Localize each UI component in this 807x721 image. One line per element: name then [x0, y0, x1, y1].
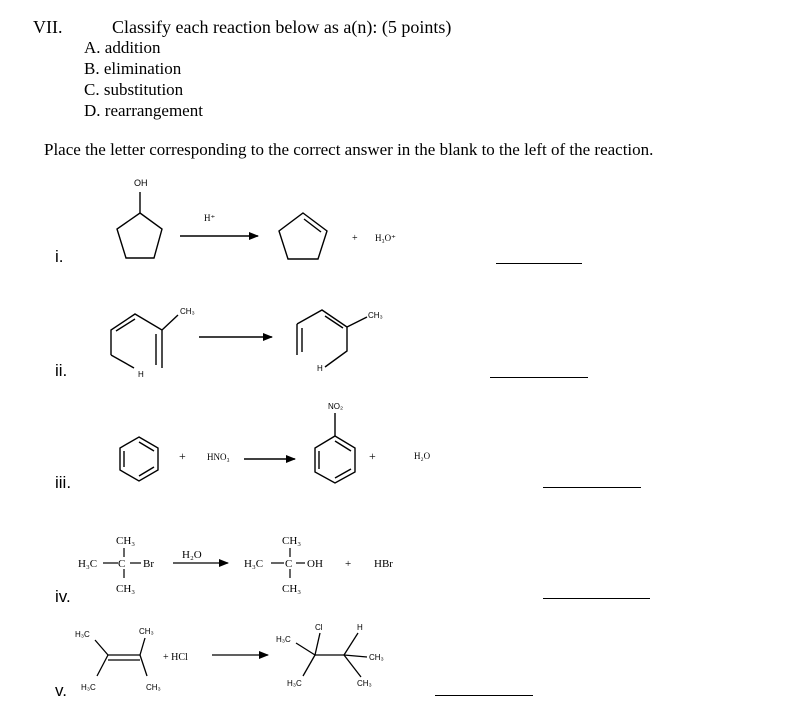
- iv-h3c-left: H₃C: [78, 558, 98, 570]
- nitrobenzene-db-1: [335, 441, 351, 451]
- iv-plus: +: [345, 558, 352, 570]
- product-v-bond-cl: [315, 633, 320, 655]
- benzene-db-1: [139, 442, 154, 451]
- product-v-bond-r: [344, 655, 367, 657]
- iv-ch3-top: CH₃: [116, 535, 136, 547]
- hydronium-label: H₃O⁺: [375, 233, 396, 243]
- product-ii-methyl-bond: [347, 317, 367, 327]
- reaction-v-structures: [95, 633, 367, 677]
- benzene-db-2: [139, 467, 154, 476]
- section-heading: Classify each reaction below as a(n): (5 points): [112, 17, 452, 37]
- option-a: A. addition: [84, 38, 161, 57]
- iv-carbon: C: [118, 558, 126, 570]
- iv-product-h3c: H₃C: [244, 558, 264, 570]
- option-d: D. rearrangement: [84, 101, 203, 120]
- alkene-bond-tl: [95, 640, 108, 655]
- h-label-ii-left: H: [138, 370, 144, 379]
- h-label-ii-right: H: [317, 364, 323, 373]
- option-c: C. substitution: [84, 80, 184, 99]
- alkene-bond-tr: [140, 638, 145, 655]
- methyl-label-ii-left: CH₃: [180, 307, 195, 316]
- iv-bromine: Br: [143, 558, 154, 570]
- nitro-label: NO₂: [328, 402, 344, 411]
- product-v-bond-br: [344, 655, 361, 677]
- reaction-ii-structures: [111, 310, 367, 368]
- v-h3c-bottom-left: H₃C: [81, 683, 96, 692]
- v-ch3-top-right: CH₃: [139, 627, 154, 636]
- v-ch3-bottom-right: CH₃: [146, 683, 161, 692]
- v-h3c-top-left: H₃C: [75, 630, 90, 639]
- reaction-label-i: i.: [55, 247, 64, 266]
- v-product-h3c-bottom: H₃C: [287, 679, 302, 688]
- plus-iii-2: +: [369, 449, 376, 463]
- cyclopentene-ring: [279, 213, 327, 259]
- iv-ch3-bottom: CH₃: [116, 583, 136, 595]
- iv-product-ch3-bottom: CH₃: [282, 583, 302, 595]
- iv-product-carbon: C: [285, 558, 293, 570]
- instruction-text: Place the letter corresponding to the correct answer in the blank to the left of the reaction.: [44, 140, 654, 159]
- nitrobenzene-ring: [315, 436, 355, 483]
- reaction-i-structures: [117, 192, 327, 259]
- alkene-bond-br: [140, 655, 147, 676]
- methyl-label-ii-right: CH₃: [368, 311, 383, 320]
- nitrobenzene-db-2: [335, 469, 351, 478]
- v-hcl: + HCl: [163, 652, 188, 663]
- water-label: H₂O: [414, 451, 431, 461]
- option-b: B. elimination: [84, 59, 182, 78]
- reactant-ii-h-bond: [111, 355, 134, 368]
- product-ii-chain: [297, 310, 347, 367]
- iv-hbr: HBr: [374, 558, 393, 570]
- reactant-ii-methyl-bond: [162, 315, 178, 330]
- product-v-bond-h: [344, 633, 358, 655]
- plus-i: +: [352, 233, 358, 244]
- alkene-bond-bl: [97, 655, 108, 676]
- iv-hydroxyl: OH: [307, 558, 323, 570]
- nitric-acid-label: HNO₃: [207, 452, 230, 462]
- reaction-iii-structures: [120, 413, 355, 483]
- v-chlorine: Cl: [315, 623, 323, 632]
- oh-label: OH: [134, 178, 148, 188]
- reaction-label-v: v.: [55, 681, 67, 700]
- v-product-ch3-right: CH₃: [369, 653, 384, 662]
- v-product-h3c-left: H₃C: [276, 635, 291, 644]
- iv-arrow-label: H₂O: [182, 549, 202, 561]
- v-product-ch3-bottom: CH₃: [357, 679, 372, 688]
- reaction-label-iv: iv.: [55, 587, 71, 606]
- reaction-label-ii: ii.: [55, 361, 68, 380]
- section-number: VII.: [33, 17, 63, 37]
- product-v-bond-l: [296, 643, 315, 655]
- cyclopentanol-ring: [117, 213, 162, 258]
- reaction-label-iii: iii.: [55, 473, 72, 492]
- catalyst-label: H⁺: [204, 213, 216, 223]
- plus-iii-1: +: [179, 449, 186, 463]
- reaction-iv-bonds: [103, 548, 305, 578]
- iv-product-ch3-top: CH₃: [282, 535, 302, 547]
- product-v-bond-b: [303, 655, 315, 676]
- benzene-ring: [120, 437, 158, 481]
- v-hydrogen: H: [357, 623, 363, 632]
